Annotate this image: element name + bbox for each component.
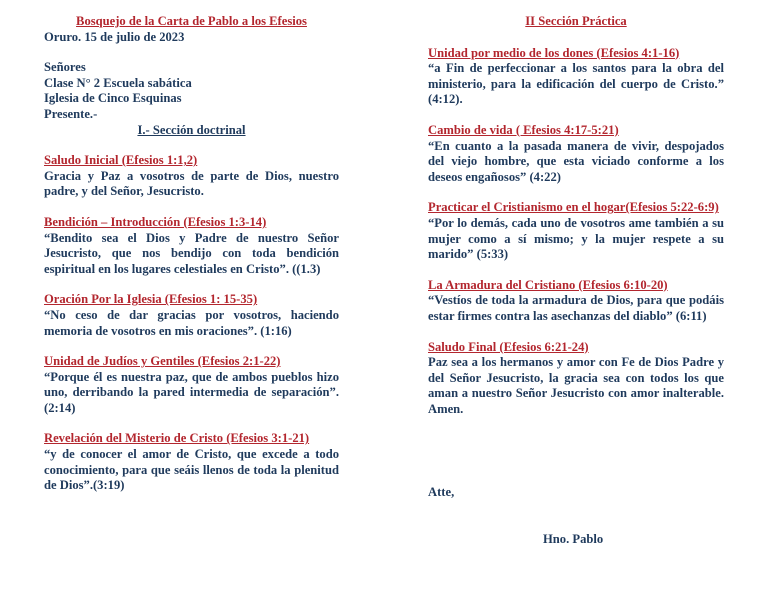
section-heading: Revelación del Misterio de Cristo (Efesios 3:1-21)	[44, 431, 310, 446]
section-text: “Por lo demás, cada uno de vosotros ame también a su mujer como a sí mismo; y la mujer respete a su marido” (5:33)	[428, 215, 724, 262]
greeting-line: Señores	[44, 60, 86, 75]
section-heading: Unidad por medio de los dones (Efesios 4:1-16)	[428, 45, 680, 60]
section-item	[428, 340, 724, 418]
greeting-line: Iglesia de Cinco Esquinas	[44, 91, 182, 106]
left-column	[44, 14, 339, 494]
section-item	[44, 215, 339, 277]
section-text: “Bendito sea el Dios y Padre de nuestro Señor Jesucristo, que nos bendijo con toda bendición espiritual en los lugares celestiales en Cristo”. ((1.3)	[44, 230, 339, 276]
section-item	[428, 123, 724, 185]
section-title-doctrinal: I.- Sección doctrinal	[137, 122, 246, 137]
section-heading: Saludo Inicial (Efesios 1:1,2)	[44, 153, 198, 168]
section-text: “a Fin de perfeccionar a los santos para la obra del ministerio, para la edificación del cuerpo de Cristo.” (4:12).	[428, 61, 724, 107]
section-item	[44, 292, 339, 339]
section-title-practica: II Sección Práctica	[525, 14, 627, 28]
section-heading: La Armadura del Cristiano (Efesios 6:10-20)	[428, 277, 668, 292]
section-text: “Vestíos de toda la armadura de Dios, para que podáis estar firmes contra las asechanzas del diablo” (6:11)	[428, 293, 724, 323]
date-line: Oruro. 15 de julio de 2023	[44, 29, 185, 44]
section-item	[44, 431, 339, 493]
section-item	[428, 278, 724, 325]
document-title: Bosquejo de la Carta de Pablo a los Efesios	[76, 14, 307, 28]
right-column	[428, 14, 724, 417]
section-heading: Saludo Final (Efesios 6:21-24)	[428, 339, 589, 354]
closing-line: Atte,	[428, 485, 455, 499]
greeting-line: Presente.-	[44, 106, 98, 121]
section-text: “No ceso de dar gracias por vosotros, haciendo memoria de vosotros en mis oraciones”. (1:16)	[44, 307, 339, 338]
section-text: Gracia y Paz a vosotros de parte de Dios, nuestro padre, y del Señor, Jesucristo.	[44, 168, 339, 199]
greeting-block	[44, 60, 339, 122]
greeting-line: Clase N° 2 Escuela sabática	[44, 75, 192, 90]
signature: Hno. Pablo	[543, 532, 604, 546]
section-heading: Cambio de vida ( Efesios 4:17-5:21)	[428, 122, 619, 137]
section-text: Paz sea a los hermanos y amor con Fe de Dios Padre y del Señor Jesucristo, la gracia sea con todos los que aman a nuestro Señor Jesucristo con amor inalterable. Amen.	[428, 355, 724, 416]
section-item	[428, 200, 724, 262]
section-heading: Practicar el Cristianismo en el hogar(Efesios 5:22-6:9)	[428, 200, 719, 215]
section-heading: Bendición – Introducción (Efesios 1:3-14)	[44, 214, 267, 229]
section-item	[44, 354, 339, 416]
section-heading: Oración Por la Iglesia (Efesios 1: 15-35)	[44, 292, 258, 307]
section-text: “Porque él es nuestra paz, que de ambos pueblos hizo uno, derribando la pared intermedia de separación”.(2:14)	[44, 369, 339, 415]
section-text: “En cuanto a la pasada manera de vivir, despojados del viejo hombre, que esta viciado conforme a los deseos engañosos” (4:22)	[428, 138, 724, 184]
section-heading: Unidad de Judíos y Gentiles (Efesios 2:1-22)	[44, 354, 281, 369]
section-text: “y de conocer el amor de Cristo, que excede a todo conocimiento, para que seáis llenos de toda la plenitud de Dios”.(3:19)	[44, 447, 339, 493]
section-item	[428, 46, 724, 108]
section-item	[44, 153, 339, 200]
